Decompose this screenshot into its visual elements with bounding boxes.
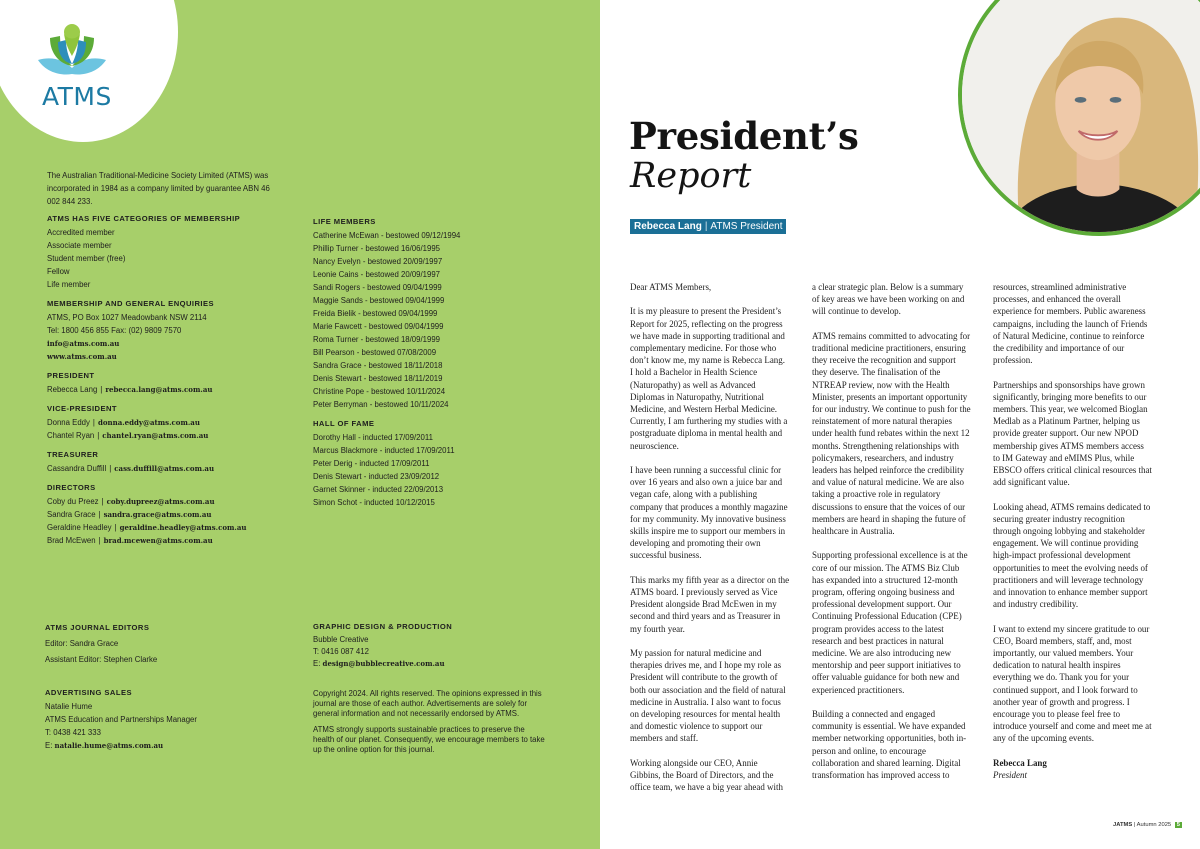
article-paragraph: It is my pleasure to present the President’s Report for 2025, reflecting on the progress we have made in supporting traditional and complementary medicine. For those who don’t know me, my name is Rebecca Lang. I hold a Bachelor in Health Science (Naturopathy) as well as Advanced Diplomas in Naturopathy, Nutritional Medicine, and Western Herbal Medicine. Currently, I am furthering my studies with a postgraduate diploma in mental health and neuroscience. [630,306,788,451]
vice-president-contact: Donna Eddy | donna.eddy@atms.com.au [47,418,200,427]
president-name: Rebecca Lang [47,385,98,394]
article-paragraph: ATMS remains committed to advocating for traditional medicine practitioners, ensuring they receive the recognition and support they deserve. The finalisation of the NTREAP review, now with the Health Minister, presents an important opportunity for our industry. We continue to push for the reinstatement of more natural therapies under health fund rebates within the next 12 months. Strengthening relationships with policymakers, researchers, and industry leaders has helped reinforce the credibility and value of natural medicine. We are also taking a proactive role in regulatory discussions to ensure that the voices of our members are heard in shaping the future of healthcare in Australia. [812,330,971,537]
byline-separator: | [704,221,708,232]
design-heading: GRAPHIC DESIGN & PRODUCTION [313,622,453,631]
design-company: Bubble Creative [313,635,369,644]
article-paragraph: Supporting professional excellence is at the core of our mission. The ATMS Biz Club has expanded into a structured 12-month program, offering ongoing business and professional development support. Our Continuing Professional Education (CPE) program provides access to the latest research and best practices in natural medicine. We are also introducing new mentorship and peer support initiatives to offer valuable guidance for both new and experienced practitioners. [812,550,968,695]
director-contact: Sandra Grace | sandra.grace@atms.com.au [47,510,212,519]
treasurer-heading: TREASURER [47,450,99,459]
portrait-photo [962,0,1200,232]
directors-heading: DIRECTORS [47,483,96,492]
author-byline [630,219,786,234]
life-member-item: Freida Bielik - bestowed 09/04/1999 [313,309,438,318]
assistant-editor-line: Assistant Editor: Stephen Clarke [45,655,158,664]
email-prefix: E: [45,741,53,750]
article-column-1 [630,281,790,806]
article-paragraph: Looking ahead, ATMS remains dedicated to securing greater industry recognition through ongoing lobbying and stakeholder engagement. We will continue providing high-impact professional development opportunities to meet the evolving needs of practitioners and will leverage technology and innovation to enhance member support and industry credibility. [993,501,1151,610]
life-member-item: Christine Pope - bestowed 10/11/2024 [313,387,446,396]
life-member-item: Nancy Evelyn - bestowed 20/09/1997 [313,257,443,266]
page-subtitle: Report [630,156,752,196]
journal-editors [45,621,295,667]
email-prefix: E: [313,659,321,668]
page-title: President’s [629,114,859,158]
life-member-item: Phillip Turner - bestowed 16/06/1995 [313,244,440,253]
page-footer [1113,822,1182,828]
byline-role: ATMS President [710,221,783,232]
president-heading: PRESIDENT [47,371,95,380]
article-column-3 [993,281,1153,793]
article-paragraph: This marks my fifth year as a director on the ATMS board. I previously served as Vice President alongside Brad McEwen in my second and third years and as Treasurer in my fourth year. [630,574,790,634]
sales-email-link[interactable]: natalie.hume@atms.com.au [54,741,164,750]
article-paragraph: resources, streamlined administrative processes, and enhanced the overall experience for members. Public awareness campaigns, including the launch of Friends of Natural Medicine, continue to reinforce the credibility and importance of our profession. [993,282,1148,366]
president-email-link[interactable]: rebecca.lang@atms.com.au [105,385,213,394]
enquiries-address: ATMS, PO Box 1027 Meadowbank NSW 2114 [47,313,207,322]
sales-heading: ADVERTISING SALES [45,688,132,697]
article-paragraph: I want to extend my sincere gratitude to our CEO, Board members, staff, and, most importantly, our valued members. Your dedication to natural health inspires everything we do. Thank you for your continued support, and I look forward to another year of growth and progress. I encourage you to please feel free to introduce yourself and come and meet me at any of the upcoming events. [993,623,1152,744]
article-paragraph: My passion for natural medicine and therapies drives me, and I hope my role as President will contribute to the growth of both our association and the field of natural medicine in Australia. I also want to focus on developing resources for mental health and domestic violence to support our members and staff. [630,648,786,744]
hall-of-fame-item: Garnet Skinner - inducted 22/09/2013 [313,485,444,494]
lotus-hands-icon [36,16,108,80]
sales-email-line [45,739,305,752]
editors-heading: ATMS JOURNAL EDITORS [45,623,150,632]
hall-of-fame-item: Marcus Blackmore - inducted 17/09/2011 [313,446,455,455]
graphic-design [313,621,573,670]
intro-line: The Australian Traditional-Medicine Society Limited (ATMS) was [47,171,269,180]
life-member-item: Leonie Cains - bestowed 20/09/1997 [313,270,441,279]
categories-heading: ATMS HAS FIVE CATEGORIES OF MEMBERSHIP [47,214,241,223]
category-item: Life member [47,280,91,289]
advertising-sales [45,686,305,752]
life-member-item: Peter Berryman - bestowed 10/11/2024 [313,400,449,409]
person-email-link[interactable]: coby.dupreez@atms.com.au [106,497,215,506]
director-contact: Geraldine Headley | geraldine.headley@atms.com.au [47,523,247,532]
person-email-link[interactable]: chantel.ryan@atms.com.au [102,431,209,440]
director-contact: Brad McEwen | brad.mcewen@atms.com.au [47,536,213,545]
editor-line: Editor: Sandra Grace [45,639,119,648]
footer-separator: | [1133,822,1136,828]
article-paragraph: I have been running a successful clinic for over 16 years and also own a juice bar and vegan cafe, along with a publishing company that produces a monthly magazine for my community. My innovative business skills inspire me to support our members in developing and promoting their own successful business. [630,465,788,561]
footer-journal: JATMS [1113,822,1133,828]
president-portrait [958,0,1200,236]
contacts-column [47,212,297,547]
enquiries-heading: MEMBERSHIP AND GENERAL ENQUIRIES [47,299,214,308]
president-contact: Rebecca Lang | rebecca.lang@atms.com.au [47,385,213,394]
article-column-2 [812,281,972,793]
article-paragraph: Building a connected and engaged community is essential. We have expanded member networking opportunities, both in-person and online, to encourage collaboration and shared learning. Digital transformation has improved access to [812,709,967,781]
hall-of-fame-item: Dorothy Hall - inducted 17/09/2011 [313,433,433,442]
vice-president-heading: VICE-PRESIDENT [47,404,118,413]
life-members-heading: LIFE MEMBERS [313,217,376,226]
category-item: Fellow [47,267,70,276]
article-paragraph: Working alongside our CEO, Annie Gibbins, the Board of Directors, and the office team, we have a big year ahead with [630,757,783,793]
website-link[interactable]: www.atms.com.au [47,352,117,361]
hall-of-fame-heading: HALL OF FAME [313,419,375,428]
person-email-link[interactable]: donna.eddy@atms.com.au [97,418,200,427]
copyright-text: Copyright 2024. All rights reserved. The opinions expressed in this journal are those of each author. Advertisements are solely for general information and not necessarily endorsed by ATMS. [313,689,542,718]
hall-of-fame-item: Simon Schot - inducted 10/12/2015 [313,498,435,507]
design-email-link[interactable]: design@bubblecreative.com.au [322,659,445,668]
person-email-link[interactable]: sandra.grace@atms.com.au [103,510,212,519]
person-name: Geraldine Headley [47,523,112,532]
article-paragraph: Dear ATMS Members, [630,282,712,292]
sustainability-text: ATMS strongly supports sustainable practices to preserve the health of our planet. Consequently, we encourage members to take up the online option for this journal. [313,725,545,754]
honours-column [313,215,573,509]
article-paragraph: Partnerships and sponsorships have grown significantly, bringing more benefits to our members. This year, we welcomed Bioglan Medlab as a Platinum Partner, helping us provide greater support. Our new NPOD membership gives ATMS members access to IM Gateway and eMIMS Plus, while EBSCO offers critical clinical resources that add significant value. [993,379,1152,488]
enquiries-phone: Tel: 1800 456 855 Fax: (02) 9809 7570 [47,326,182,335]
life-member-item: Roma Turner - bestowed 18/09/1999 [313,335,440,344]
person-email-link[interactable]: geraldine.headley@atms.com.au [119,523,247,532]
sales-name: Natalie Hume [45,702,93,711]
signature-role: President [993,770,1027,781]
byline-name: Rebecca Lang [634,221,702,232]
person-name: Chantel Ryan [47,431,95,440]
life-member-item: Marie Fawcett - bestowed 09/04/1999 [313,322,444,331]
signature-name: Rebecca Lang [993,757,1047,768]
category-item: Accredited member [47,228,115,237]
intro-line: 002 844 233. [47,197,93,206]
person-name: Cassandra Duffill [47,464,107,473]
life-member-item: Denis Stewart - bestowed 18/11/2019 [313,374,443,383]
vice-president-contact: Chantel Ryan | chantel.ryan@atms.com.au [47,431,209,440]
article-paragraph: a clear strategic plan. Below is a summary of key areas we have been working on and will continue to develop. [812,282,965,317]
person-email-link[interactable]: cass.duffill@atms.com.au [114,464,215,473]
design-phone: T: 0416 087 412 [313,647,369,656]
legal-notice [313,689,548,761]
person-name: Coby du Preez [47,497,99,506]
enquiries-email-link[interactable]: info@atms.com.au [47,339,120,348]
person-name: Brad McEwen [47,536,96,545]
person-name: Donna Eddy [47,418,90,427]
logo-text: ATMS [42,82,112,111]
society-intro [47,169,287,208]
intro-line: incorporated in 1984 as a company limited by guarantee ABN 46 [47,184,270,193]
page-number: 5 [1176,822,1180,828]
sales-title: ATMS Education and Partnerships Manager [45,715,197,724]
person-name: Sandra Grace [47,510,96,519]
life-member-item: Catherine McEwan - bestowed 09/12/1994 [313,231,461,240]
person-email-link[interactable]: brad.mcewen@atms.com.au [103,536,213,545]
treasurer-contact: Cassandra Duffill | cass.duffill@atms.com.au [47,464,215,473]
category-item: Student member (free) [47,254,126,263]
category-item: Associate member [47,241,112,250]
hall-of-fame-item: Denis Stewart - inducted 23/09/2012 [313,472,440,481]
footer-issue: Autumn 2025 [1136,822,1172,828]
sales-phone: T: 0438 421 333 [45,728,101,737]
life-member-item: Sandra Grace - bestowed 18/11/2018 [313,361,443,370]
life-member-item: Sandi Rogers - bestowed 09/04/1999 [313,283,442,292]
right-page [600,0,1200,849]
life-member-item: Maggie Sands - bestowed 09/04/1999 [313,296,445,305]
design-email-line [313,658,573,670]
hall-of-fame-item: Peter Derig - inducted 17/09/2011 [313,459,430,468]
director-contact: Coby du Preez | coby.dupreez@atms.com.au [47,497,215,506]
life-member-item: Bill Pearson - bestowed 07/08/2009 [313,348,437,357]
